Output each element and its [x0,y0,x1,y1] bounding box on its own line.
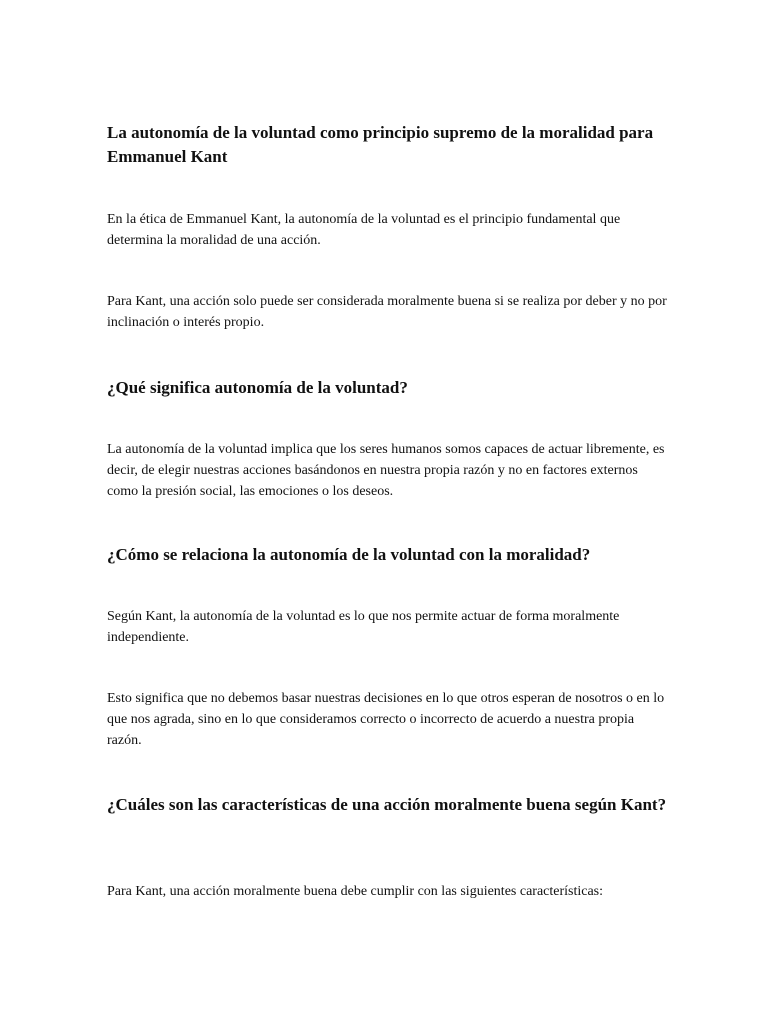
characteristics-paragraph: Para Kant, una acción moralmente buena debe cumplir con las siguientes características: [107,884,604,899]
section-heading-meaning: ¿Qué significa autonomía de la voluntad? [107,378,408,397]
section-heading-characteristics: ¿Cuáles son las características de una acción moralmente buena según Kant? [107,795,667,814]
meaning-paragraph: La autonomía de la voluntad implica que los seres humanos somos capaces de actuar libremente, es decir, de elegir nuestras acciones basándonos en nuestra propia razón y no en factores externos como la presión social, las emociones o los deseos. [107,442,665,499]
relation-paragraph: Según Kant, la autonomía de la voluntad es lo que nos permite actuar de forma moralmente independiente. [107,609,620,645]
duty-paragraph: Para Kant, una acción solo puede ser considerada moralmente buena si se realiza por deber y no por inclinación o interés propio. [107,294,667,330]
section-heading-relation: ¿Cómo se relaciona la autonomía de la voluntad con la moralidad? [107,545,591,564]
intro-paragraph: En la ética de Emmanuel Kant, la autonomía de la voluntad es el principio fundamental que determina la moralidad de una acción. [107,212,621,248]
decision-paragraph: Esto significa que no debemos basar nuestras decisiones en lo que otros esperan de nosotros o en lo que nos agrada, sino en lo que consideramos correcto o incorrecto de acuerdo a nuestra propia razón. [107,691,665,748]
document-title: La autonomía de la voluntad como principio supremo de la moralidad para Emmanuel Kant [107,123,654,166]
